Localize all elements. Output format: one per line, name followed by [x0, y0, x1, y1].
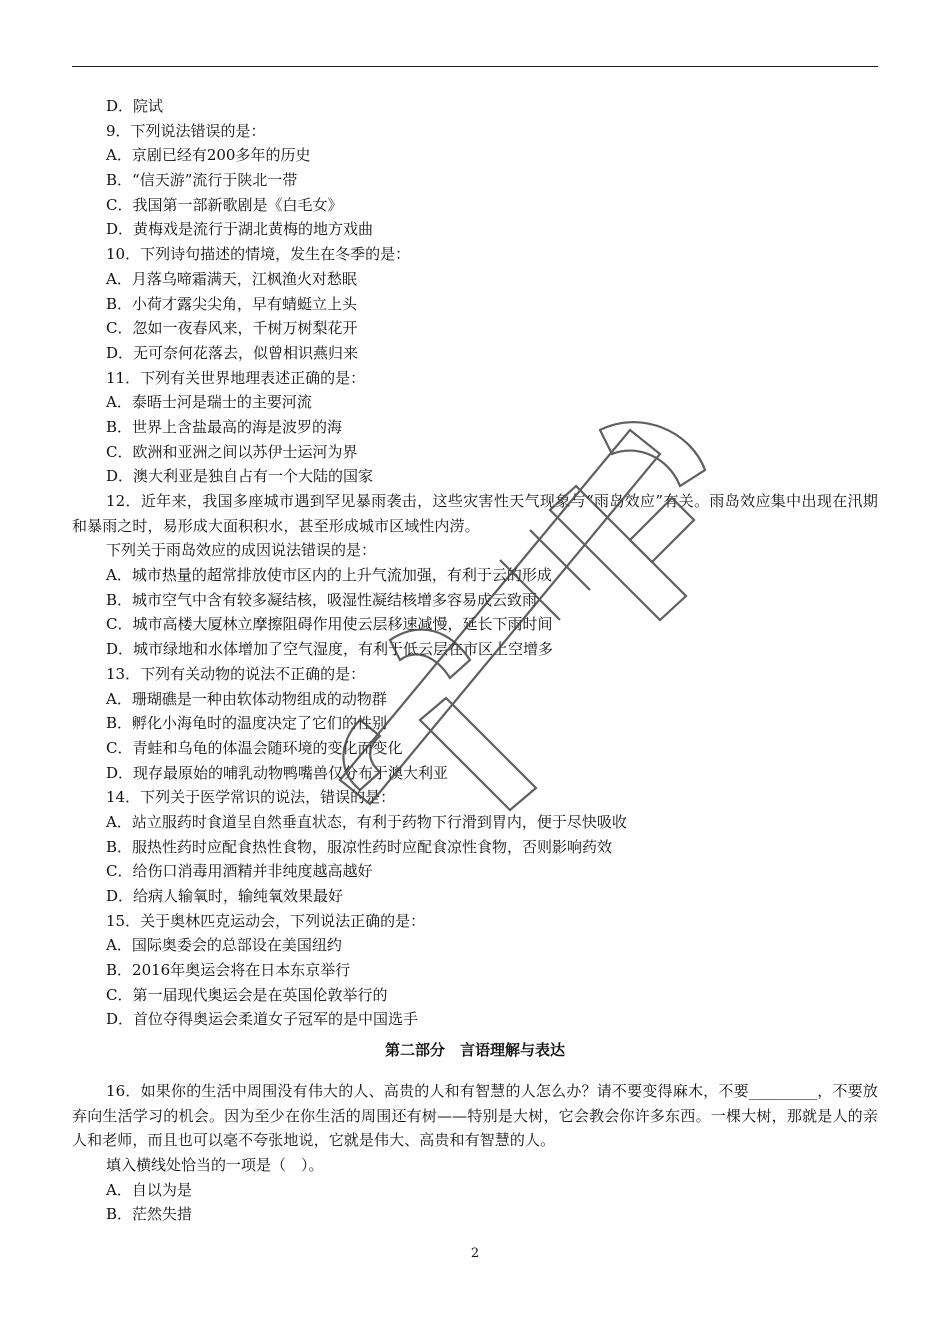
question-16-paragraph: 16．如果你的生活中周围没有伟大的人、高贵的人和有智慧的人怎么办？请不要变得麻木，不要_________，不要放弃向生活学习的机会。因为至少在你生活的周围还有树——特别是大树，它会教会你许多东西。一棵大树，那就是人的亲人和老师，而且也可以毫不夸张地说，它就是伟大、高贵和有智慧的人。 — [72, 1081, 878, 1150]
answer-option: C．我国第一部新歌剧是《白毛女》 — [106, 195, 343, 214]
question-stem: 13．下列有关动物的说法不正确的是： — [106, 664, 366, 683]
answer-option: A．城市热量的超常排放使市区内的上升气流加强，有利于云的形成 — [106, 566, 552, 585]
answer-option: A．泰晤士河是瑞士的主要河流 — [106, 393, 312, 412]
page-number: 2 — [470, 1246, 480, 1261]
answer-option: D．城市绿地和水体增加了空气湿度，有利于低云层在市区上空增多 — [106, 640, 554, 659]
answer-option: A．京剧已经有200多年的历史 — [106, 146, 311, 165]
answer-option: D．澳大利亚是独自占有一个大陆的国家 — [106, 467, 374, 486]
answer-option: D．现存最原始的哺乳动物鸭嘴兽仅分布于澳大利亚 — [106, 763, 449, 782]
section-title: 第二部分 言语理解与表达 — [384, 1041, 565, 1060]
answer-option: C．城市高楼大厦林立摩擦阻碍作用使云层移速减慢，延长下雨时间 — [106, 615, 553, 634]
answer-option: B．“信天游”流行于陕北一带 — [106, 171, 298, 190]
answer-option: B．世界上含盐最高的海是波罗的海 — [106, 417, 343, 436]
question-16-option-b: B．茫然失措 — [106, 1205, 193, 1224]
question-16 — [72, 1079, 878, 1227]
answer-option: D．黄梅戏是流行于湖北黄梅的地方戏曲 — [106, 220, 374, 239]
answer-option: B．孵化小海龟时的温度决定了它们的性别 — [106, 714, 388, 733]
question-stem: 11．下列有关世界地理表述正确的是： — [106, 368, 366, 387]
answer-option: D．院试 — [106, 97, 164, 115]
question-stem: 下列关于雨岛效应的成因说法错误的是： — [106, 541, 377, 560]
answer-option: B．2016年奥运会将在日本东京举行 — [106, 961, 351, 980]
answer-option: C．忽如一夜春风来，千树万树梨花开 — [106, 319, 358, 338]
question-stem: 15．关于奥林匹克运动会，下列说法正确的是： — [106, 911, 426, 930]
answer-option: C．欧洲和亚洲之间以苏伊士运河为界 — [106, 442, 358, 461]
question-16-option-a: A．自以为是 — [106, 1180, 192, 1199]
question-paragraph: 12．近年来，我国多座城市遇到罕见暴雨袭击，这些灾害性天气现象与“雨岛效应”有关。雨岛效应集中出现在汛期和暴雨之时，易形成大面积积水，甚至形成城市区域性内涝。 — [72, 492, 878, 535]
header-rule — [72, 66, 878, 67]
question-stem: 10．下列诗句描述的情境，发生在冬季的是： — [106, 245, 411, 264]
answer-option: A．珊瑚礁是一种由软体动物组成的动物群 — [106, 689, 387, 708]
answer-option: C．第一届现代奥运会是在英国伦敦举行的 — [106, 985, 388, 1004]
answer-option: A．站立服药时食道呈自然垂直状态，有利于药物下行滑到胃内，便于尽快吸收 — [106, 812, 627, 831]
question-list — [72, 94, 878, 1032]
answer-option: A．国际奥委会的总部设在美国纽约 — [106, 936, 342, 955]
question-stem: 14．下列关于医学常识的说法，错误的是： — [106, 788, 396, 807]
answer-option: B．服热性药时应配食热性食物，服凉性药时应配食凉性食物，否则影响药效 — [106, 837, 613, 856]
answer-option: D．首位夺得奥运会柔道女子冠军的是中国选手 — [106, 1010, 419, 1029]
answer-option: D．无可奈何花落去，似曾相识燕归来 — [106, 343, 359, 362]
answer-option: B．小荷才露尖尖角，早有蜻蜓立上头 — [106, 294, 358, 313]
question-16-prompt: 填入横线处恰当的一项是（ ）。 — [106, 1155, 324, 1174]
answer-option: A．月落乌啼霜满天，江枫渔火对愁眠 — [106, 269, 357, 288]
answer-option: C．给伤口消毒用酒精并非纯度越高越好 — [106, 862, 373, 881]
answer-option: B．城市空气中含有较多凝结核，吸湿性凝结核增多容易成云致雨 — [106, 590, 538, 609]
answer-option: C．青蛙和乌龟的体温会随环境的变化而变化 — [106, 738, 403, 757]
document-body — [72, 94, 878, 1227]
question-stem: 9．下列说法错误的是： — [106, 121, 266, 140]
answer-option: D．给病人输氧时，输纯氧效果最好 — [106, 887, 344, 906]
